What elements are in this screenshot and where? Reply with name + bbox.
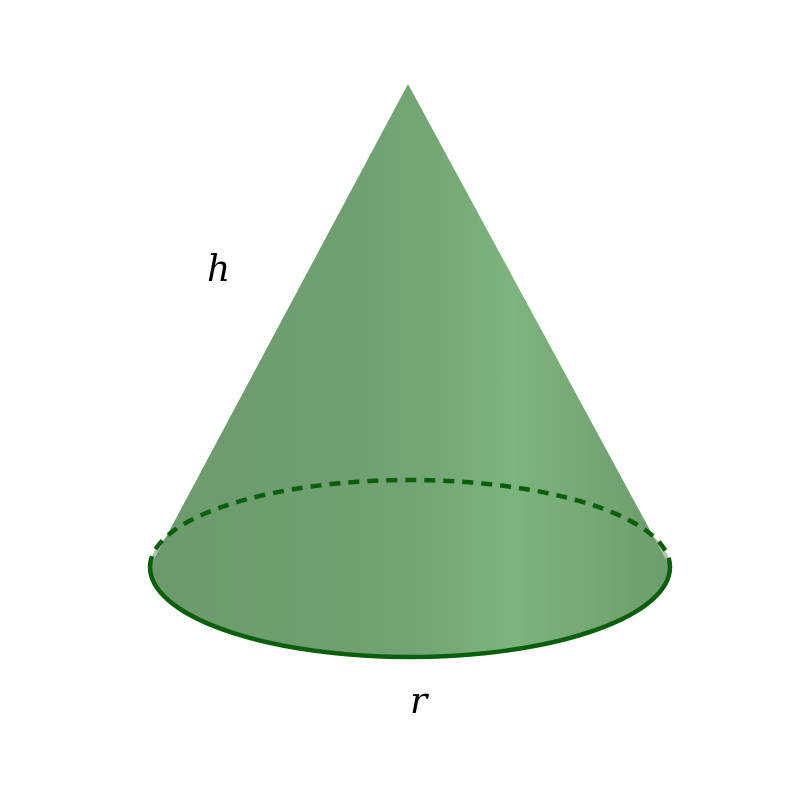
radius-label: r [410, 681, 428, 722]
height-label: h [207, 249, 231, 290]
